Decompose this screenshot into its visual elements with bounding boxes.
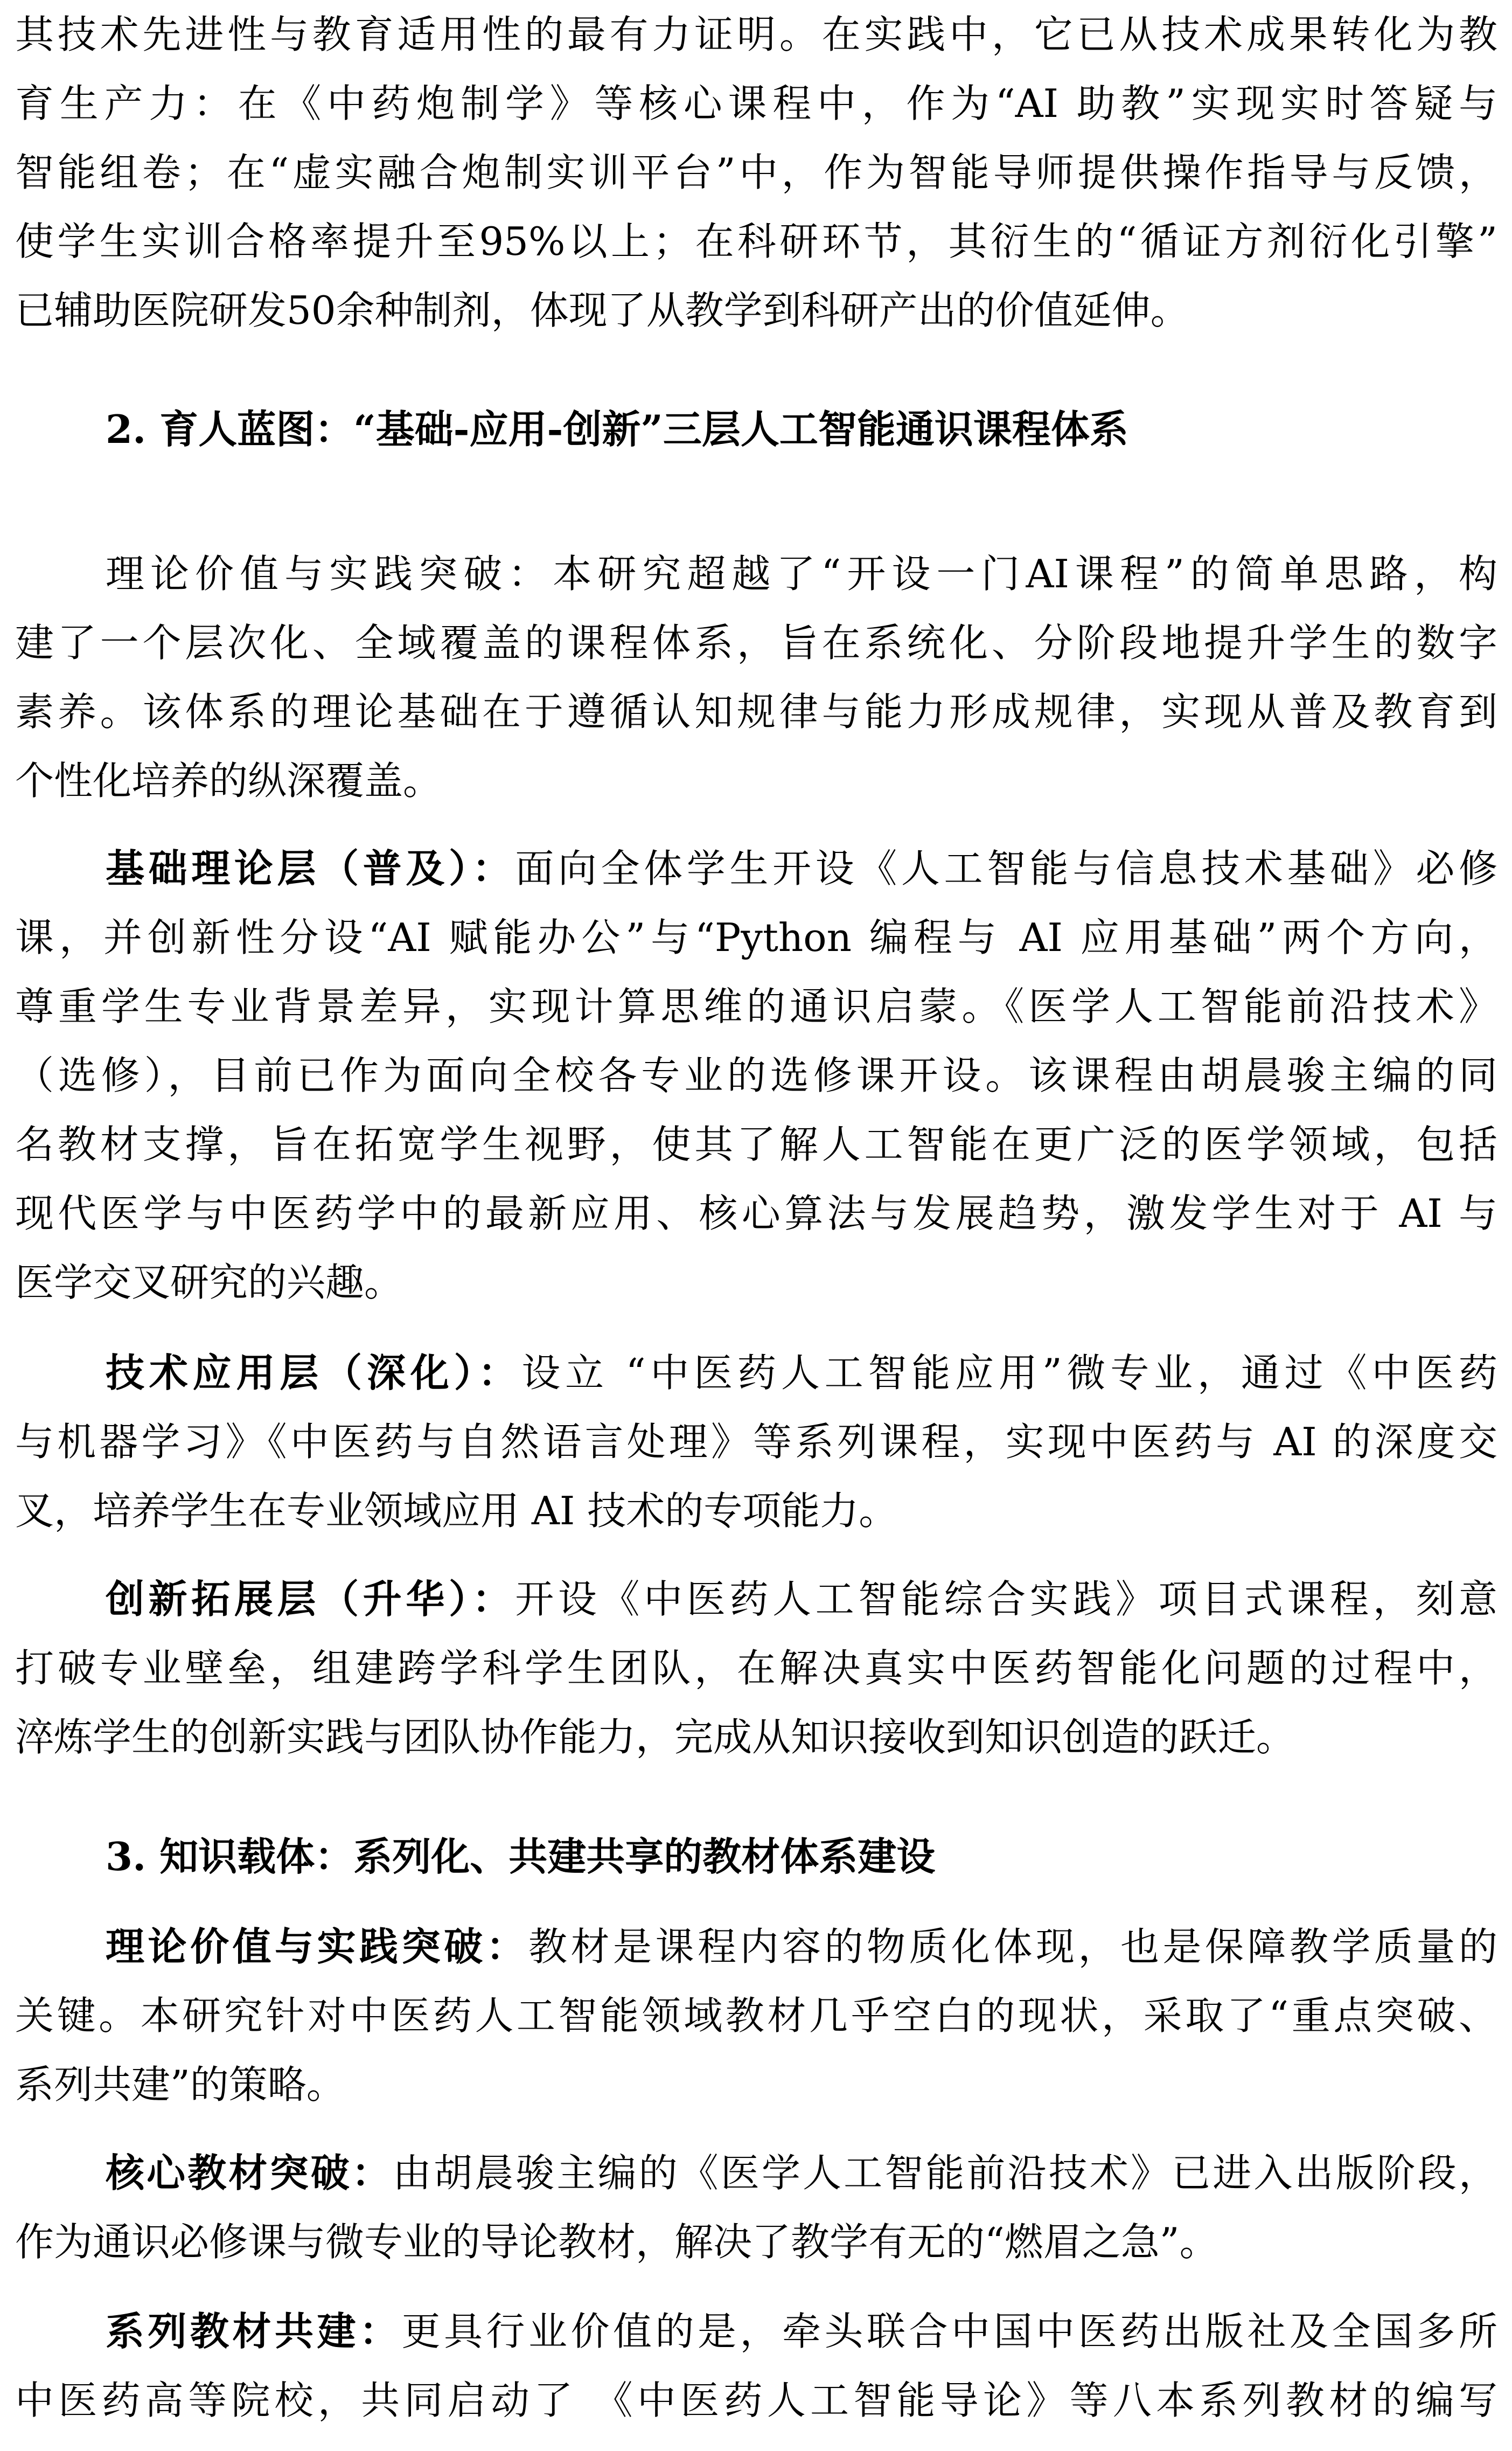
text-line — [15, 1981, 1497, 2050]
paragraph — [15, 1565, 1497, 1772]
text-line — [15, 2297, 1497, 2366]
paragraph — [15, 2297, 1497, 2435]
paragraph — [15, 0, 1497, 345]
line-text: 智能组卷；在“虚实融合炮制实训平台”中，作为智能导师提供操作指导与反馈， — [15, 150, 1497, 195]
line-text: 已辅助医院研发50余种制剂，体现了从教学到科研产出的价值延伸。 — [15, 288, 1189, 333]
line-text: 课，并创新性分设“AI 赋能办公”与“Python 编程与 AI 应用基础”两个方向， — [15, 915, 1497, 960]
line-text: 建了一个层次化、全域覆盖的课程体系，旨在系统化、分阶段地提升学生的数字 — [15, 620, 1497, 665]
text-line — [15, 138, 1497, 207]
text-line — [15, 1407, 1497, 1476]
line-text: 理论价值与实践突破：本研究超越了“开设一门AI课程”的简单思路，构 — [106, 551, 1497, 596]
text-line — [15, 1565, 1497, 1634]
paragraph — [15, 1338, 1497, 1545]
line-text: 其技术先进性与教育适用性的最有力证明。在实践中，它已从技术成果转化为教 — [15, 12, 1497, 57]
heading-text — [15, 1822, 1497, 1891]
paragraph — [15, 834, 1497, 1317]
line-text: 个性化培养的纵深覆盖。 — [15, 758, 442, 803]
line-text: 系列共建”的策略。 — [15, 2062, 345, 2107]
text-line — [15, 1338, 1497, 1407]
line-text: 2. 育人蓝图：“基础-应用-创新”三层人工智能通识课程体系 — [106, 406, 1128, 452]
line-text: （选修），目前已作为面向全校各专业的选修课开设。该课程由胡晨骏主编的同 — [15, 1053, 1497, 1098]
text-line — [15, 69, 1497, 138]
line-text: 教材是课程内容的物质化体现，也是保障教学质量的 — [528, 1924, 1497, 1969]
line-text: 医学交叉研究的兴趣。 — [15, 1260, 403, 1305]
paragraph-lead: 创新拓展层（升华）： — [106, 1576, 515, 1622]
text-line — [15, 746, 1497, 815]
line-text: 面向全体学生开设《人工智能与信息技术基础》必修 — [515, 846, 1497, 891]
paragraph-lead: 理论价值与实践突破： — [106, 1924, 528, 1969]
line-text: 使学生实训合格率提升至95%以上；在科研环节，其衍生的“循证方剂衍化引擎” — [15, 219, 1497, 264]
text-line — [15, 2050, 1497, 2119]
line-text: 打破专业壁垒，组建跨学科学生团队，在解决真实中医药智能化问题的过程中， — [15, 1645, 1497, 1691]
text-line — [15, 1634, 1497, 1703]
line-text: 叉，培养学生在专业领域应用 AI 技术的专项能力。 — [15, 1488, 898, 1533]
paragraph-lead: 核心教材突破： — [106, 2150, 393, 2196]
line-text: 与机器学习》《中医药与自然语言处理》等系列课程，实现中医药与 AI 的深度交 — [15, 1419, 1497, 1464]
text-line — [15, 1703, 1497, 1772]
heading-text — [15, 395, 1497, 464]
text-line — [15, 1476, 1497, 1545]
text-line — [15, 276, 1497, 345]
text-line — [15, 608, 1497, 677]
paragraph-lead: 系列教材共建： — [106, 2308, 402, 2354]
text-line — [15, 539, 1497, 608]
line-text: 3. 知识载体：系列化、共建共享的教材体系建设 — [106, 1834, 936, 1879]
line-text: 开设《中医药人工智能综合实践》项目式课程，刻意 — [515, 1577, 1497, 1622]
paragraph — [15, 539, 1497, 815]
line-text: 关键。本研究针对中医药人工智能领域教材几乎空白的现状，采取了“重点突破、 — [15, 1993, 1497, 2038]
line-text: 尊重学生专业背景差异，实现计算思维的通识启蒙。《医学人工智能前沿技术》 — [15, 984, 1497, 1029]
text-line — [15, 2366, 1497, 2435]
paragraph — [15, 1912, 1497, 2119]
line-text: 更具行业价值的是，牵头联合中国中医药出版社及全国多所 — [401, 2309, 1497, 2354]
paragraph-lead: 技术应用层（深化）： — [106, 1350, 522, 1395]
text-line — [15, 1041, 1497, 1110]
text-line — [15, 0, 1497, 69]
line-text: 现代医学与中医药学中的最新应用、核心算法与发展趋势，激发学生对于 AI 与 — [15, 1191, 1497, 1236]
text-line — [15, 1179, 1497, 1248]
line-text: 中医药高等院校，共同启动了 《中医药人工智能导论》等八本系列教材的编写 — [15, 2378, 1497, 2423]
line-text: 淬炼学生的创新实践与团队协作能力，完成从知识接收到知识创造的跃迁。 — [15, 1714, 1295, 1760]
line-text: 由胡晨骏主编的《医学人工智能前沿技术》已进入出版阶段， — [392, 2150, 1497, 2196]
text-line — [15, 903, 1497, 972]
paragraph-lead: 基础理论层（普及）： — [106, 845, 515, 891]
line-text: 素养。该体系的理论基础在于遵循认知规律与能力形成规律，实现从普及教育到 — [15, 689, 1497, 734]
text-line — [15, 834, 1497, 903]
line-text: 设立 “中医药人工智能应用”微专业，通过《中医药 — [521, 1350, 1497, 1395]
text-line — [15, 1110, 1497, 1179]
line-text: 育生产力：在《中药炮制学》等核心课程中，作为“AI 助教”实现实时答疑与 — [15, 81, 1497, 126]
text-line — [15, 677, 1497, 746]
text-line — [15, 972, 1497, 1041]
text-line — [15, 2138, 1497, 2207]
text-line — [15, 1912, 1497, 1981]
text-line — [15, 2207, 1497, 2276]
line-text: 作为通识必修课与微专业的导论教材，解决了教学有无的“燃眉之急”。 — [15, 2219, 1218, 2265]
section-heading — [15, 395, 1497, 464]
paragraph — [15, 2138, 1497, 2276]
text-line — [15, 1248, 1497, 1317]
line-text: 名教材支撑，旨在拓宽学生视野，使其了解人工智能在更广泛的医学领域，包括 — [15, 1122, 1497, 1167]
section-heading — [15, 1822, 1497, 1891]
text-line — [15, 207, 1497, 276]
